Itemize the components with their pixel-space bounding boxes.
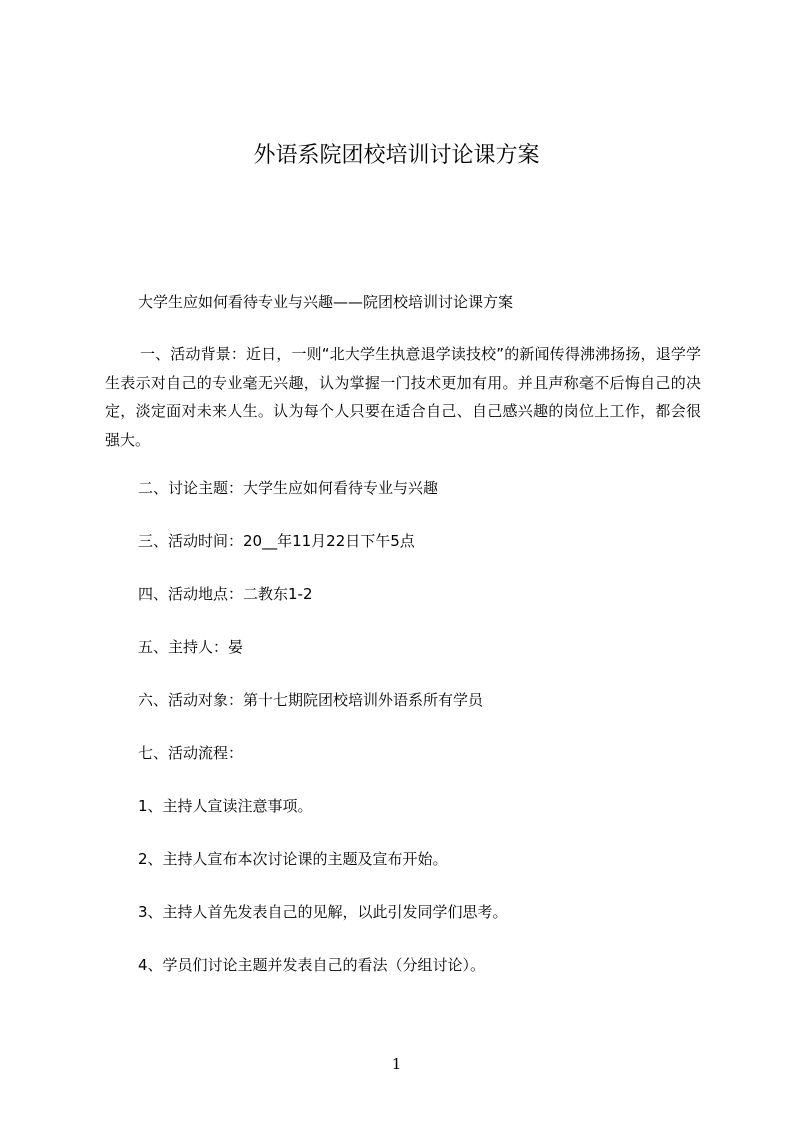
document-subtitle: 大学生应如何看待专业与兴趣——院团校培训讨论课方案 — [138, 293, 514, 311]
process-step-3: 3、主持人首先发表自己的见解，以此引发同学们思考。 — [138, 903, 508, 921]
activity-process-heading: 七、活动流程： — [138, 744, 244, 762]
activity-time: 三、活动时间：20__年11月22日下午5点 — [138, 532, 415, 550]
activity-audience: 六、活动对象：第十七期院团校培训外语系所有学员 — [138, 691, 484, 709]
process-step-4: 4、学员们讨论主题并发表自己的看法（分组讨论）。 — [138, 956, 486, 974]
page-number: 1 — [391, 1055, 402, 1073]
activity-location: 四、活动地点：二教东1-2 — [138, 585, 313, 603]
discussion-topic: 二、讨论主题：大学生应如何看待专业与兴趣 — [138, 479, 439, 497]
process-step-1: 1、主持人宣读注意事项。 — [138, 797, 313, 815]
background-paragraph: 一、活动背景：近日，一则“北大学生执意退学读技校”的新闻传得沸沸扬扬，退学学生表示对自己的专业毫无兴趣，认为掌握一门技术更加有用。并且声称毫不后悔自己的决定，淡定面对未来人生。认为每个人只要在适合自己、自己感兴趣的岗位上工作，都会很强大。 — [105, 345, 701, 449]
document-title: 外语系院团校培训讨论课方案 — [253, 143, 540, 168]
host: 五、主持人：晏 — [138, 638, 244, 656]
process-step-2: 2、主持人宣布本次讨论课的主题及宣布开始。 — [138, 850, 448, 868]
